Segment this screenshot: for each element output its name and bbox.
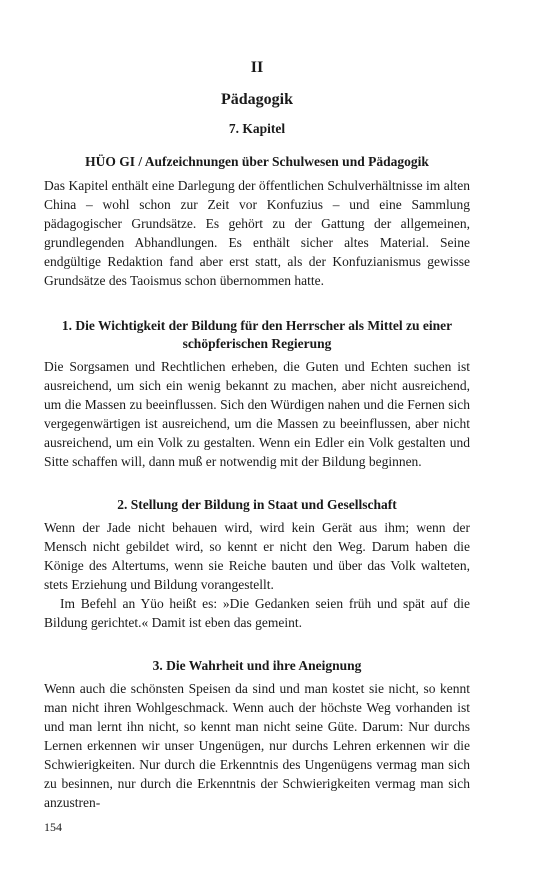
part-title: Pädagogik — [220, 91, 293, 108]
chapter-number: 7. Kapitel — [228, 121, 286, 136]
section-gap — [44, 290, 470, 317]
section-2-paragraph-1: Wenn der Jade nicht behauen wird, wird kein Gerät aus ihm; wenn der Mensch nicht gebildet wird, so kennt er nicht den Weg. Darum haben die Könige des Altertums, wenn sie Reiche bauten und über das Volk walteten, stets Erziehung und Bildung vorangestellt. — [44, 520, 470, 592]
part-number: II — [250, 59, 264, 76]
section-1-paragraph: Die Sorgsamen und Rechtlichen erheben, die Guten und Echten suchen ist ausreichend, um sich ein wenig bekannt zu machen, aber nicht ausreichend, um die Massen zu beeinflussen. Sich den Würdigen nahen und die Fernen sich vergegenwärtigen ist ausreichend, um die Massen zu beeinflussen, aber nicht ausreichend, um ein Volk zu gestalten. Wenn ein Edler ein Volk gestalten und Sitte schaffen will, dann muß er notwendig mit der Bildung beginnen. — [44, 359, 470, 469]
book-page — [44, 58, 470, 812]
section-3-title: 3. Die Wahrheit und ihre Aneignung — [152, 658, 362, 673]
section-gap — [44, 632, 470, 657]
intro-paragraph: Das Kapitel enthält eine Darlegung der öffentlichen Schulverhältnisse im alten China – wohl schon zur Zeit vor Konfuzius – und eine Sammlung pädagogischer Grundsätze. Es gehört zu der Gattung der allgemeinen, grundlegenden Abhandlungen. Es enthält sicher altes Material. Seine endgültige Redaktion fand aber erst statt, als der Konfuzianismus gewisse Grundsätze des Taoismus schon übernommen hatte. — [44, 178, 470, 288]
section-2-title: 2. Stellung der Bildung in Staat und Gesellschaft — [117, 497, 397, 512]
page-number: 154 — [44, 820, 62, 834]
section-gap — [44, 471, 470, 496]
section-1-title: 1. Die Wichtigkeit der Bildung für den Herrscher als Mittel zu einer schöpferischen Regierung — [61, 318, 453, 351]
section-2-paragraph-2: Im Befehl an Yüo heißt es: »Die Gedanken seien früh und spät auf die Bildung gerichtet.« Damit ist eben das gemeint. — [44, 596, 470, 630]
section-3-paragraph: Wenn auch die schönsten Speisen da sind und man kostet sie nicht, so kennt man nicht ihren Wohlgeschmack. Wenn auch der höchste Weg vorhanden ist und man lernt ihn nicht, so kennt man nicht seine Güte. Darum: Nur durchs Lernen erkennen wir unser Ungenügen, nur durchs Lehren erkennen wir die Schwierigkeiten. Nur durch die Erkenntnis des Ungenügens vermag man sich zu besinnen, nur durch die Erkenntnis der Schwierigkeiten vermag man sich anzustren- — [44, 681, 470, 810]
chapter-title: HÜO GI / Aufzeichnungen über Schulwesen und Pädagogik — [85, 154, 429, 169]
